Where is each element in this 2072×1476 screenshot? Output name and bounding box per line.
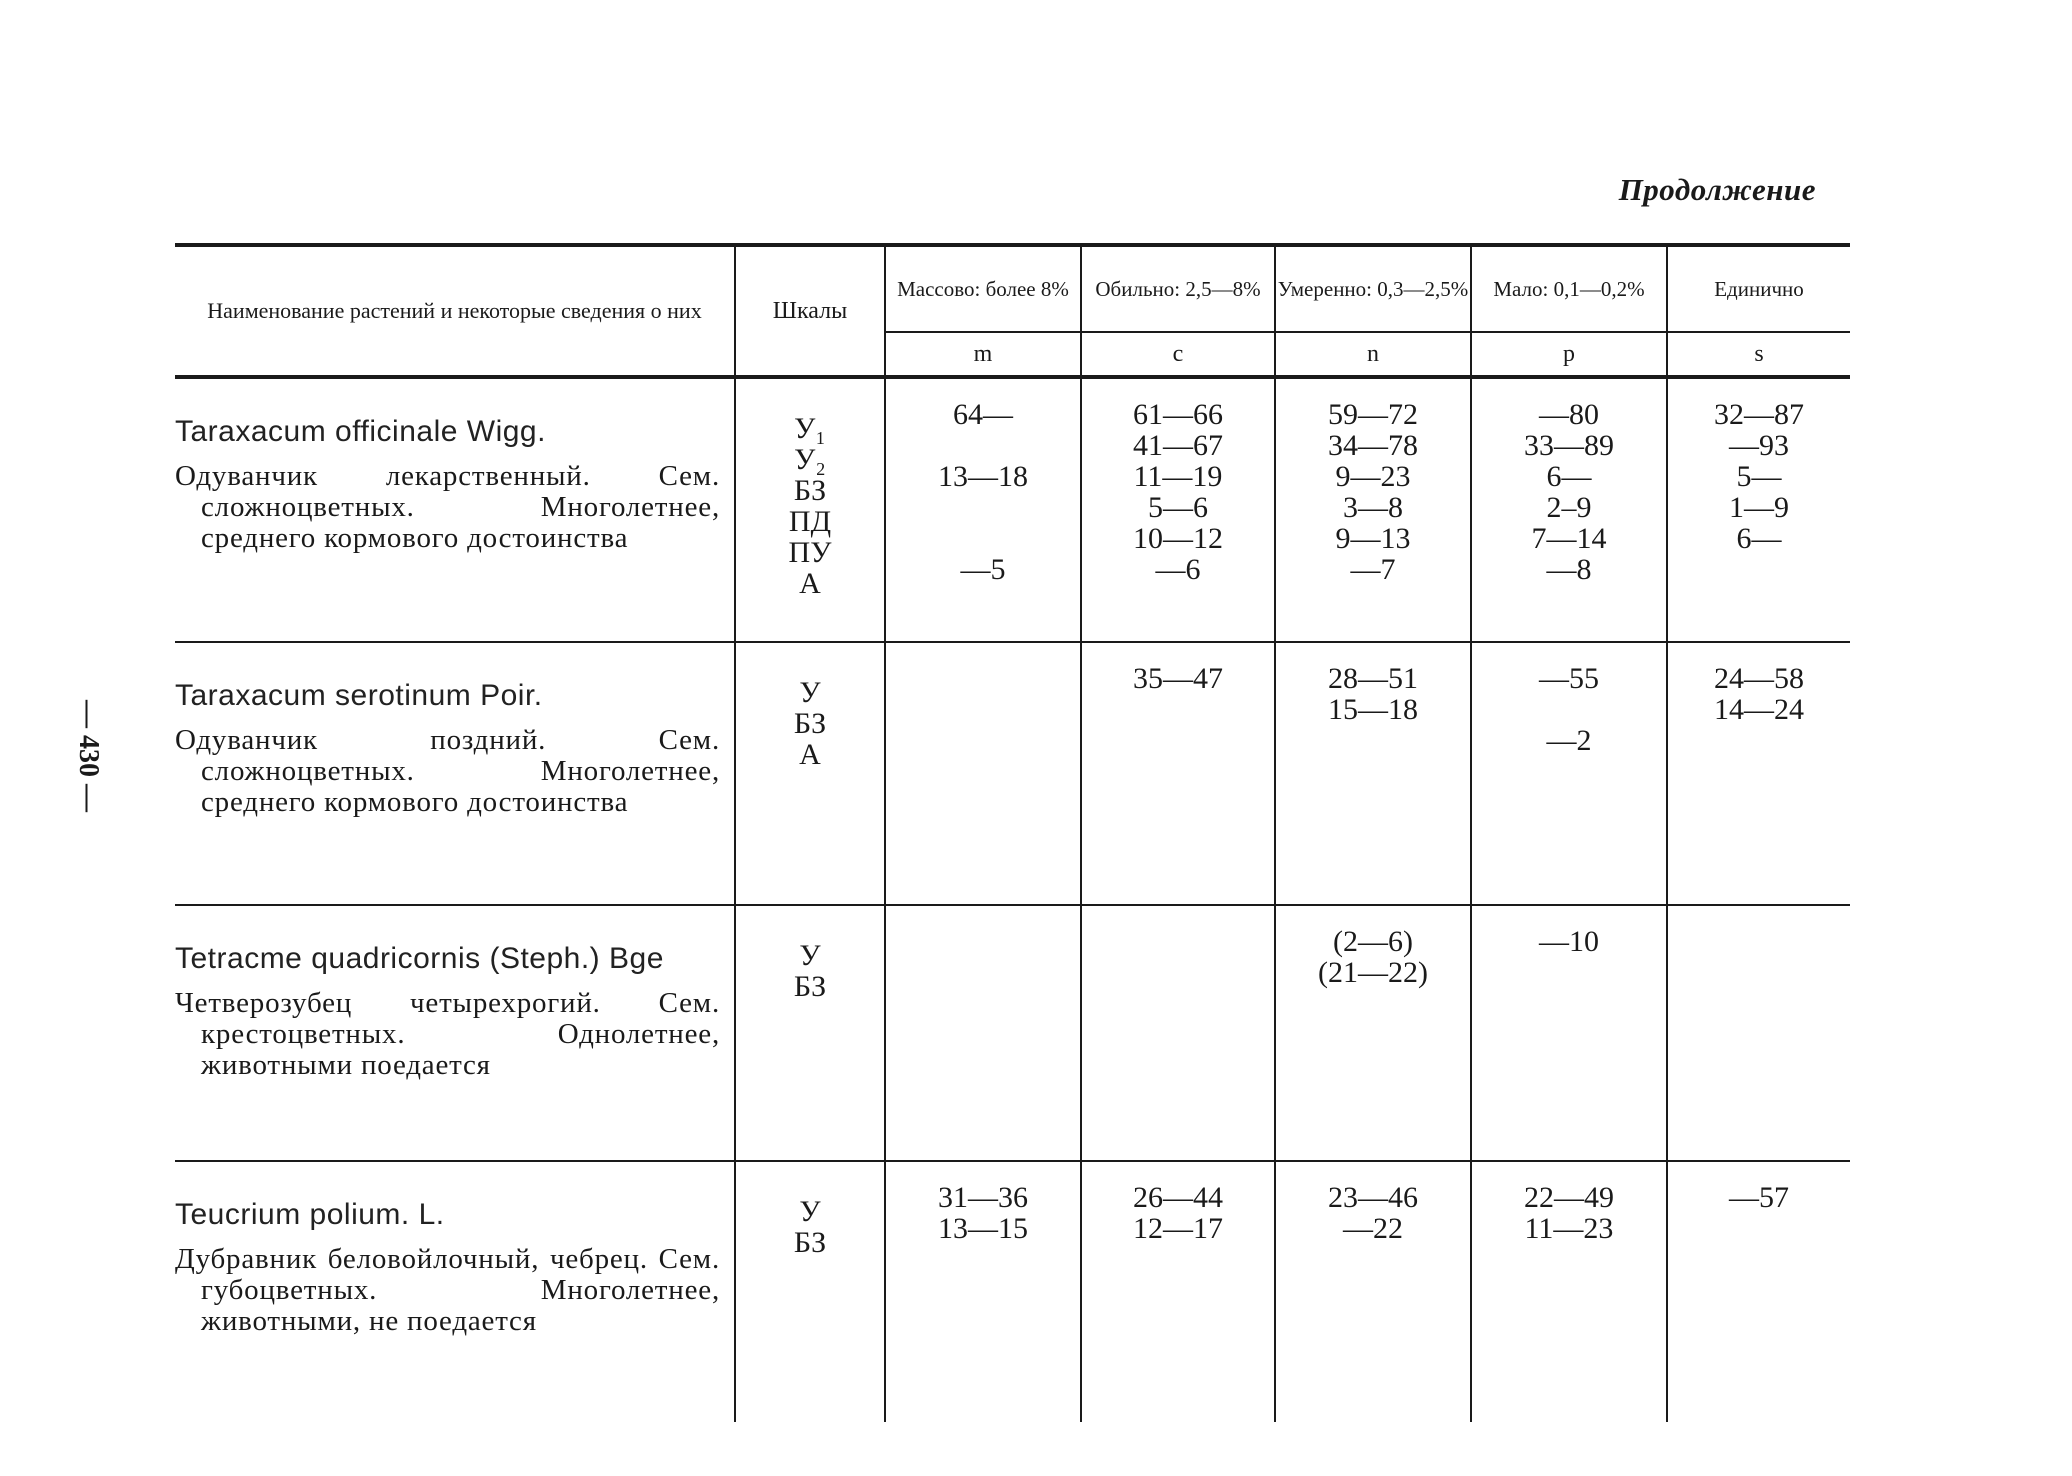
- cell-line: —8: [1546, 553, 1592, 586]
- cell-line: У₁: [794, 412, 826, 445]
- cell-line: 11—23: [1524, 1212, 1614, 1245]
- value-cell-n: [1275, 905, 1471, 1161]
- plant-latin-name: Taraxacum serotinum Poir.: [175, 679, 543, 712]
- cell-line: 13—15: [938, 1212, 1028, 1245]
- cell-line: 9—13: [1335, 522, 1411, 555]
- value-cell-n: [1275, 642, 1471, 905]
- value-cell-m: [885, 905, 1081, 1161]
- header-group-umerenno: Умеренно: 0,3—2,5%: [1275, 245, 1471, 332]
- value-cell-p: [1471, 377, 1667, 642]
- cell-line: 3—8: [1343, 491, 1403, 524]
- cell-line: —55: [1539, 662, 1599, 695]
- cell-line: БЗ: [793, 707, 827, 740]
- cell-line: 59—72: [1328, 398, 1418, 431]
- cell-line: 11—19: [1133, 460, 1223, 493]
- cell-line: 34—78: [1328, 429, 1418, 462]
- cell-line: У: [799, 1195, 821, 1228]
- plant-cell: [175, 377, 735, 642]
- cell-line: 61—66: [1133, 398, 1223, 431]
- table-row: [175, 642, 1850, 905]
- scale-cell: [735, 377, 885, 642]
- cell-line: 6—: [1736, 522, 1782, 555]
- cell-line: —80: [1539, 398, 1599, 431]
- plant-description: Одуванчик лекарственный. Сем. сложноцветных. Многолетнее, среднего кормового достоинства: [175, 460, 720, 554]
- value-cell-n: [1275, 377, 1471, 642]
- cell-line: 7—14: [1531, 522, 1607, 555]
- value-cell-c: [1081, 905, 1275, 1161]
- scale-cell: [735, 1161, 885, 1422]
- scale-cell: [735, 905, 885, 1161]
- cell-line: 33—89: [1524, 429, 1614, 462]
- cell-line: У₂: [794, 443, 826, 476]
- cell-line: 9—23: [1335, 460, 1411, 493]
- cell-line: —57: [1729, 1181, 1789, 1214]
- value-cell-s: [1667, 1161, 1850, 1422]
- table-row: [175, 1161, 1850, 1422]
- cell-line: 23—46: [1328, 1181, 1418, 1214]
- value-cell-p: [1471, 905, 1667, 1161]
- cell-line: А: [799, 738, 821, 771]
- value-cell-c: [1081, 1161, 1275, 1422]
- cell-line: —93: [1729, 429, 1789, 462]
- continuation-label: Продолжение: [1618, 172, 1816, 207]
- cell-line: [886, 523, 1080, 554]
- cell-line: 12—17: [1133, 1212, 1223, 1245]
- cell-line: 32—87: [1714, 398, 1804, 431]
- value-cell-p: [1471, 642, 1667, 905]
- cell-line: 24—58: [1714, 662, 1804, 695]
- value-cell-s: [1667, 377, 1850, 642]
- cell-line: 15—18: [1328, 693, 1418, 726]
- plant-cell: [175, 905, 735, 1161]
- page-number: — 430 —: [73, 700, 104, 812]
- value-cell-m: [885, 642, 1081, 905]
- cell-line: —2: [1546, 724, 1592, 757]
- cell-line: 5—6: [1148, 491, 1208, 524]
- plant-latin-name: Tetracme quadricornis (Steph.) Bge: [175, 942, 664, 975]
- cell-line: —7: [1350, 553, 1396, 586]
- cell-line: 10—12: [1133, 522, 1223, 555]
- cell-line: 14—24: [1714, 693, 1804, 726]
- scale-cell: [735, 642, 885, 905]
- cell-line: А: [799, 567, 821, 600]
- plant-cell: [175, 642, 735, 905]
- plant-latin-name: Taraxacum officinale Wigg.: [175, 415, 546, 448]
- value-cell-n: [1275, 1161, 1471, 1422]
- value-cell-p: [1471, 1161, 1667, 1422]
- plant-abundance-table: [175, 243, 1850, 1422]
- header-group-massovo: Массово: более 8%: [885, 245, 1081, 332]
- cell-line: 35—47: [1133, 662, 1223, 695]
- cell-line: 2–9: [1546, 491, 1592, 524]
- cell-line: 6—: [1546, 460, 1592, 493]
- plant-cell: [175, 1161, 735, 1422]
- cell-line: 22—49: [1524, 1181, 1614, 1214]
- cell-line: (2—6): [1333, 925, 1413, 958]
- cell-line: 28—51: [1328, 662, 1418, 695]
- table-row: [175, 377, 1850, 642]
- cell-line: БЗ: [793, 474, 827, 507]
- plant-description: Четверозубец четырехрогий. Сем. крестоцветных. Однолетнее, животными поедается: [175, 987, 720, 1081]
- cell-line: 41—67: [1133, 429, 1223, 462]
- cell-line: —6: [1155, 553, 1201, 586]
- cell-line: 31—36: [938, 1181, 1028, 1214]
- cell-line: ПД: [788, 505, 832, 538]
- header-letter-n: n: [1275, 332, 1471, 377]
- header-plant-name: Наименование растений и некоторые сведения о них: [175, 245, 735, 377]
- header-group-edinichno: Единично: [1667, 245, 1850, 332]
- cell-line: ПУ: [788, 536, 832, 569]
- cell-line: У: [799, 939, 821, 972]
- cell-line: 64—: [953, 398, 1013, 431]
- cell-line: 5—: [1736, 460, 1782, 493]
- header-scales: Шкалы: [735, 245, 885, 377]
- header-group-malo: Мало: 0,1—0,2%: [1471, 245, 1667, 332]
- value-cell-c: [1081, 642, 1275, 905]
- value-cell-s: [1667, 905, 1850, 1161]
- cell-line: БЗ: [793, 970, 827, 1003]
- plant-latin-name: Teucrium polium. L.: [175, 1198, 445, 1231]
- cell-line: —5: [960, 553, 1006, 586]
- cell-line: [886, 492, 1080, 523]
- cell-line: —10: [1539, 925, 1599, 958]
- cell-line: 13—18: [938, 460, 1028, 493]
- header-group-obilno: Обильно: 2,5—8%: [1081, 245, 1275, 332]
- cell-line: 1—9: [1729, 491, 1789, 524]
- header-letter-s: s: [1667, 332, 1850, 377]
- value-cell-s: [1667, 642, 1850, 905]
- header-letter-p: p: [1471, 332, 1667, 377]
- header-letter-m: m: [885, 332, 1081, 377]
- value-cell-c: [1081, 377, 1275, 642]
- cell-line: У: [799, 676, 821, 709]
- cell-line: —22: [1343, 1212, 1403, 1245]
- table-row: [175, 905, 1850, 1161]
- cell-line: [1472, 694, 1666, 725]
- cell-line: 26—44: [1133, 1181, 1223, 1214]
- cell-line: (21—22): [1318, 956, 1428, 989]
- value-cell-m: [885, 1161, 1081, 1422]
- plant-description: Одуванчик поздний. Сем. сложноцветных. Многолетнее, среднего кормового достоинства: [175, 724, 720, 818]
- cell-line: БЗ: [793, 1226, 827, 1259]
- plant-description: Дубравник беловойлочный, чебрец. Сем. губоцветных. Многолетнее, животными, не поедается: [175, 1243, 720, 1337]
- value-cell-m: [885, 377, 1081, 642]
- cell-line: [886, 430, 1080, 461]
- header-letter-c: c: [1081, 332, 1275, 377]
